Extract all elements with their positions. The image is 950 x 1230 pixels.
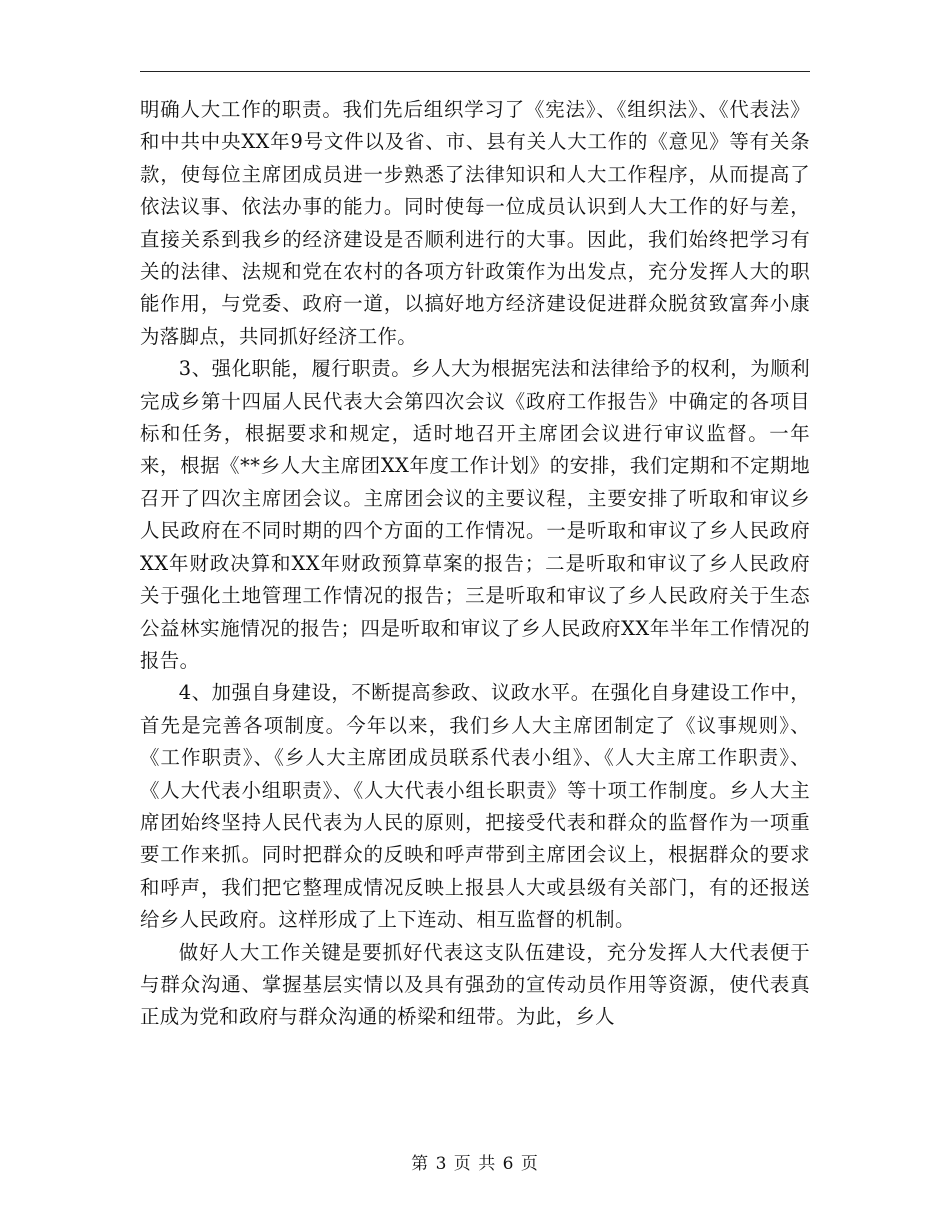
paragraph-item-3: 3、强化职能，履行职责。乡人大为根据宪法和法律给予的权利，为顺利完成乡第十四届人民代表大会第四次会议《政府工作报告》中确定的各项目标和任务，根据要求和规定，适时地召开主席团会议进行审议监督。一年来，根据《**乡人大主席团XX年度工作计划》的安排，我们定期和不定期地召开了四次主席团会议。主席团会议的主要议程，主要安排了听取和审议乡人民政府在不同时期的四个方面的工作情况。一是听取和审议了乡人民政府XX年财政决算和XX年财政预算草案的报告；二是听取和审议了乡人民政府关于强化土地管理工作情况的报告；三是听取和审议了乡人民政府关于生态公益林实施情况的报告；四是听取和审议了乡人民政府XX年半年工作情况的报告。 xyxy=(140,357,810,672)
paragraph-item-4: 4、加强自身建设，不断提高参政、议政水平。在强化自身建设工作中，首先是完善各项制度。今年以来，我们乡人大主席团制定了《议事规则》、《工作职责》、《乡人大主席团成员联系代表小组》、《人大主席工作职责》、《人大代表小组职责》、《人大代表小组长职责》等十项工作制度。乡人大主席团始终坚持人民代表为人民的原则，把接受代表和群众的监督作为一项重要工作来抓。同时把群众的反映和呼声带到主席团会议上，根据群众的要求和呼声，我们把它整理成情况反映上报县人大或县级有关部门，有的还报送给乡人民政府。这样形成了上下连动、相互监督的机制。 xyxy=(140,681,810,932)
document-body xyxy=(140,94,810,1034)
paragraph-representatives: 做好人大工作关键是要抓好代表这支队伍建设，充分发挥人大代表便于与群众沟通、掌握基层实情以及具有强劲的宣传动员作用等资源，使代表真正成为党和政府与群众沟通的桥梁和纽带。为此，乡人 xyxy=(140,940,810,1029)
header-rule xyxy=(140,71,810,72)
page-number-footer: 第 3 页 共 6 页 xyxy=(411,1154,539,1174)
paragraph-continued: 明确人大工作的职责。我们先后组织学习了《宪法》、《组织法》、《代表法》和中共中央XX年9号文件以及省、市、县有关人大工作的《意见》等有关条款，使每位主席团成员进一步熟悉了法律知识和人大工作程序，从而提高了依法议事、依法办事的能力。同时使每一位成员认识到人大工作的好与差，直接关系到我乡的经济建设是否顺利进行的大事。因此，我们始终把学习有关的法律、法规和党在农村的各项方针政策作为出发点，充分发挥人大的职能作用，与党委、政府一道，以搞好地方经济建设促进群众脱贫致富奔小康为落脚点，共同抓好经济工作。 xyxy=(140,98,810,348)
